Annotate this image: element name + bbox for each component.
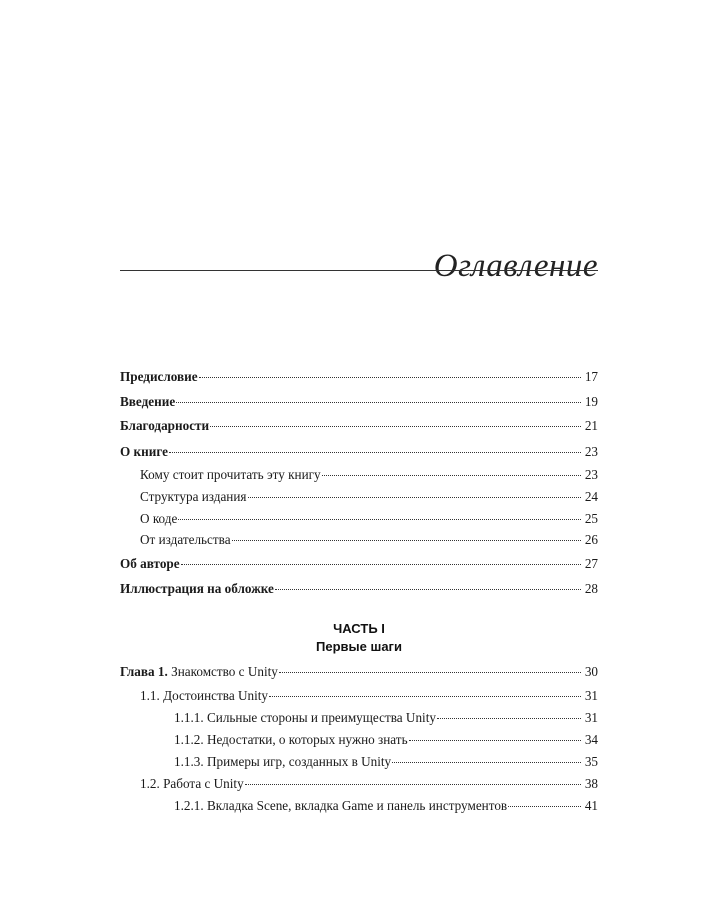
toc-entry-title: 1.2. Работа с Unity: [140, 776, 244, 791]
toc-section-1-1[interactable]: [120, 686, 598, 706]
dot-leader: [178, 519, 581, 520]
dot-leader: [199, 377, 581, 378]
toc-entry-page: 38: [584, 776, 598, 791]
dot-leader: [232, 540, 581, 541]
toc-section-1-1-3[interactable]: [120, 752, 598, 772]
toc-entry-about-book[interactable]: [120, 442, 598, 462]
toc-entry-page: 28: [584, 581, 598, 596]
toc-entry-page: 19: [584, 394, 598, 409]
dot-leader: [392, 762, 581, 763]
dot-leader: [181, 564, 581, 565]
toc-entry-page: 24: [584, 489, 598, 504]
toc-entry-title: Введение: [120, 394, 176, 409]
dot-leader: [248, 497, 582, 498]
toc-entry-page: 31: [584, 710, 598, 725]
toc-entry-title: Об авторе: [120, 556, 180, 571]
dot-leader: [322, 475, 581, 476]
title-divider: [120, 270, 598, 271]
toc-entry-page: 35: [584, 754, 598, 769]
toc-entry-title: 1.1.1. Сильные стороны и преимущества Unity: [174, 710, 436, 725]
toc-entry-title: 1.2.1. Вкладка Scene, вкладка Game и панель инструментов: [174, 798, 508, 813]
toc-entry-title: О книге: [120, 444, 169, 459]
dot-leader: [508, 806, 581, 807]
chapter-prefix: Глава 1.: [120, 664, 168, 679]
toc-entry-title: Структура издания: [140, 489, 247, 504]
toc-entry-introduction[interactable]: [120, 392, 598, 412]
toc-entry-title: 1.1.3. Примеры игр, созданных в Unity: [174, 754, 392, 769]
dot-leader: [409, 740, 581, 741]
toc-entry-title: Кому стоит прочитать эту книгу: [140, 467, 321, 482]
toc-entry-title: 1.1. Достоинства Unity: [140, 688, 269, 703]
toc-section-1-2[interactable]: [120, 774, 598, 794]
toc-entry-title: 1.1.2. Недостатки, о которых нужно знать: [174, 732, 408, 747]
toc-entry-preface[interactable]: [120, 367, 598, 387]
toc-entry-page: 21: [584, 418, 598, 433]
dot-leader: [169, 452, 581, 453]
toc-entry-page: 27: [584, 556, 598, 571]
toc-chapter-1[interactable]: [120, 662, 598, 682]
toc-entry-acknowledgements[interactable]: [120, 416, 598, 436]
toc-subentry-who-should-read[interactable]: [120, 465, 598, 485]
toc-entry-title: От издательства: [140, 532, 231, 547]
dot-leader: [210, 426, 581, 427]
toc-section-1-1-2[interactable]: [120, 730, 598, 750]
toc-subentry-about-code[interactable]: [120, 509, 598, 529]
toc-section-1-2-1[interactable]: [120, 796, 598, 816]
toc-entry-title: Знакомство с Unity: [167, 664, 278, 679]
toc-entry-title: Предисловие: [120, 369, 198, 384]
toc-entry-about-author[interactable]: [120, 554, 598, 574]
toc-entry-page: 23: [584, 444, 598, 459]
toc-entry-title: О коде: [140, 511, 178, 526]
dot-leader: [275, 589, 581, 590]
toc-entry-page: 41: [584, 798, 598, 813]
toc-subentry-from-publisher[interactable]: [120, 530, 598, 550]
dot-leader: [245, 784, 581, 785]
page-title: Оглавление: [433, 248, 598, 285]
toc-entry-page: 31: [584, 688, 598, 703]
toc-entry-page: 17: [584, 369, 598, 384]
toc-section-1-1-1[interactable]: [120, 708, 598, 728]
dot-leader: [437, 718, 581, 719]
toc-entry-page: 30: [584, 664, 598, 679]
part-label: ЧАСТЬ I: [333, 621, 385, 636]
toc-entry-page: 26: [584, 532, 598, 547]
toc-entry-cover-illustration[interactable]: [120, 579, 598, 599]
toc-entry-page: 23: [584, 467, 598, 482]
toc-entry-title: Иллюстрация на обложке: [120, 581, 274, 596]
dot-leader: [176, 402, 581, 403]
toc-entry-page: 25: [584, 511, 598, 526]
dot-leader: [269, 696, 581, 697]
toc-entry-title: Благодарности: [120, 418, 210, 433]
dot-leader: [279, 672, 581, 673]
toc-subentry-book-structure[interactable]: [120, 487, 598, 507]
part-name: Первые шаги: [316, 639, 402, 654]
toc-entry-page: 34: [584, 732, 598, 747]
